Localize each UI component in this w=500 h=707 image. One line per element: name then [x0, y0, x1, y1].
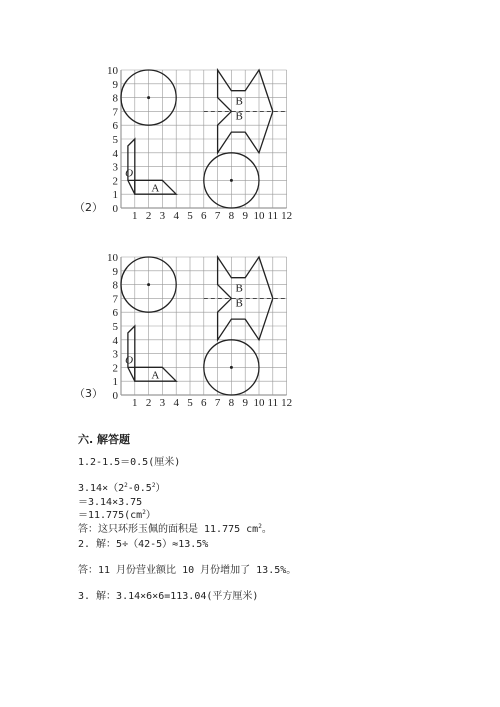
text: ）: [155, 483, 166, 494]
y-tick-label: 7: [112, 293, 118, 306]
y-tick-label: 9: [112, 265, 118, 278]
circle-bottom-center: [230, 179, 233, 182]
text: 答：这只环形玉佩的面积是 11.775 cm: [78, 524, 259, 535]
shape-a-label: A: [151, 182, 160, 195]
superscript: 2: [142, 509, 146, 516]
shape-b-label: B: [235, 282, 243, 295]
x-tick-label: 5: [187, 397, 193, 409]
x-tick-label: 3: [159, 397, 166, 409]
x-tick-label: 3: [159, 210, 166, 222]
x-tick-label: 1: [132, 397, 138, 409]
figure-3-label: （3）: [74, 387, 103, 400]
x-tick-label: 8: [228, 210, 235, 222]
superscript: 2: [258, 523, 262, 530]
shape-b-label: B: [235, 110, 243, 123]
circle-top-center: [147, 283, 150, 286]
grid-lines: [121, 257, 287, 395]
grid-lines: [121, 70, 287, 208]
x-tick-label: 4: [173, 397, 179, 409]
y-tick-label: 5: [112, 134, 118, 146]
x-tick-label: 8: [228, 397, 235, 409]
x-tick-label: 1: [132, 210, 138, 222]
y-tick-label: 3: [112, 161, 118, 174]
y-tick-label: 6: [112, 307, 118, 320]
y-tick-label: 2: [112, 362, 118, 375]
y-tick-label: 3: [112, 348, 118, 361]
x-tick-label: 6: [201, 397, 207, 409]
x-tick-label: 9: [242, 397, 248, 409]
y-tick-label: 4: [112, 147, 118, 160]
answer-2-line-2: ＝3.14×3.75: [78, 497, 143, 508]
point-o-label: O: [125, 167, 134, 180]
answer-1: 1.2-1.5＝0.5(厘米): [78, 457, 181, 468]
y-tick-label: 9: [112, 78, 118, 91]
text: 3.14×（2: [78, 483, 125, 494]
figure-2-grid: [60, 62, 310, 222]
y-tick-label: 0: [112, 390, 118, 402]
answer-3: 2. 解：5÷（42-5）≈13.5%: [78, 539, 209, 550]
x-tick-label: 2: [145, 397, 152, 409]
figure-2: [60, 62, 310, 222]
x-tick-label: 11: [267, 397, 279, 409]
y-tick-label: 2: [112, 175, 118, 188]
circle-top-center: [147, 96, 150, 99]
y-tick-label: 1: [112, 376, 118, 389]
x-tick-label: 11: [267, 210, 279, 222]
shape-a-label: A: [151, 369, 160, 382]
circle-bottom-center: [230, 366, 233, 369]
text: 。: [261, 524, 272, 535]
x-tick-label: 7: [214, 210, 221, 222]
x-tick-label: 4: [173, 210, 179, 222]
x-tick-label: 10: [253, 210, 265, 222]
x-tick-label: 12: [281, 210, 293, 222]
text: ）: [145, 510, 156, 521]
text: -0.5: [127, 483, 152, 494]
y-tick-label: 5: [112, 321, 118, 333]
y-tick-label: 10: [107, 252, 118, 264]
point-o-label: O: [125, 354, 134, 367]
x-tick-label: 6: [201, 210, 207, 222]
y-tick-label: 1: [112, 189, 118, 202]
answer-3-conclusion: 答：11 月份营业额比 10 月份增加了 13.5%。: [78, 565, 297, 576]
y-tick-label: 8: [112, 279, 118, 292]
text: ＝11.775(cm: [78, 510, 143, 521]
y-tick-label: 8: [112, 92, 118, 105]
y-tick-label: 0: [112, 203, 118, 215]
superscript: 2: [124, 482, 128, 489]
answer-2-line-1: [78, 482, 165, 495]
shape-b-label: B: [235, 95, 243, 108]
y-tick-label: 4: [112, 334, 118, 347]
x-tick-label: 12: [281, 397, 293, 409]
y-tick-label: 10: [107, 65, 118, 77]
y-tick-label: 6: [112, 120, 118, 133]
section-heading: 六. 解答题: [78, 433, 131, 446]
shape-b-label: B: [235, 297, 243, 310]
x-tick-label: 10: [253, 397, 265, 409]
x-tick-label: 5: [187, 210, 193, 222]
x-tick-label: 7: [214, 397, 221, 409]
answer-2-line-4: [78, 523, 272, 536]
y-tick-label: 7: [112, 106, 118, 119]
answer-2-line-3: [78, 509, 156, 522]
x-tick-label: 2: [145, 210, 152, 222]
figure-2-label: （2）: [74, 201, 103, 214]
x-tick-label: 9: [242, 210, 248, 222]
superscript: 2: [151, 482, 156, 489]
answer-4: 3. 解：3.14×6×6=113.04(平方厘米): [78, 591, 259, 602]
